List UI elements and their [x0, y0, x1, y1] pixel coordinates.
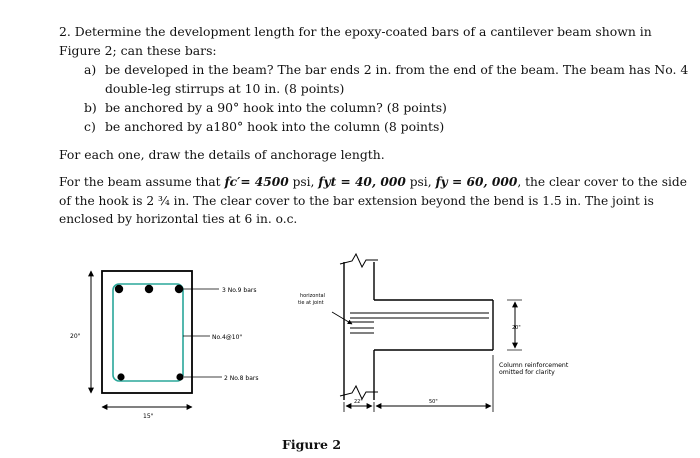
figure-caption: Figure 2 — [282, 437, 342, 452]
psi-unit-2: psi — [409, 175, 428, 189]
assumption-prefix: For the beam assume that — [59, 175, 221, 189]
assumption-suffix: , the clear cover to the side — [517, 175, 687, 189]
elevation-view — [332, 254, 522, 412]
column-break-bottom — [340, 386, 378, 399]
question-line-1: 2. Determine the development length for the epoxy-coated bars of a cantilever beam shown in — [59, 24, 652, 39]
instruction-text: For each one, draw the details of anchorage length. — [59, 147, 385, 162]
item-b-text: be anchored by a 90° hook into the column? (8 points) — [105, 100, 447, 115]
item-a-text-cont: double-leg stirrups at 10 in. (8 points) — [105, 81, 345, 96]
ties-label-2: tie at joint — [298, 300, 324, 306]
assumption-line-1: For the beam assume that fc′= 4500 psi, fyt = 40, 000 psi, fy = 60, 000, the clear cover to the side — [59, 175, 687, 189]
height-label: 20" — [70, 333, 81, 340]
bottom-bar — [117, 373, 124, 380]
depth-label: 20" — [512, 325, 521, 331]
fy-value: fy = 60, 000 — [435, 175, 518, 189]
fc-value: fc′= 4500 — [224, 175, 289, 189]
stirrups-label: No.4@10" — [212, 334, 243, 341]
assumption-line-3: enclosed by horizontal ties at 6 in. o.c. — [59, 212, 298, 226]
top-bar — [115, 285, 123, 293]
bottom-bars-label: 2 No.8 bars — [224, 375, 259, 382]
top-bars-label: 3 No.9 bars — [222, 287, 257, 294]
fyt-value: fyt = 40, 000 — [318, 175, 406, 189]
item-a-text: be developed in the beam? The bar ends 2 in. from the end of the beam. The beam has No. 4 — [105, 62, 689, 77]
note-line-1: Column reinforcement — [499, 362, 569, 369]
item-c-marker: c) — [84, 119, 96, 134]
item-a-marker: a) — [84, 62, 97, 77]
top-bar — [145, 285, 153, 293]
column-width-label: 22" — [354, 399, 363, 405]
width-label: 15" — [143, 413, 154, 420]
question-line-2: Figure 2; can these bars: — [59, 43, 217, 58]
psi-unit-1: psi — [292, 175, 311, 189]
column-break-top — [340, 254, 378, 267]
assumption-line-2: of the hook is 2 ¾ in. The clear cover to the bar extension beyond the bend is 1.5 in. The joint is — [59, 194, 654, 208]
note-line-2: omitted for clarity — [499, 369, 555, 376]
bottom-bar — [176, 373, 183, 380]
stirrup — [113, 284, 183, 381]
top-bar — [175, 285, 183, 293]
beam-length-label: 50" — [429, 399, 438, 405]
item-b-marker: b) — [84, 100, 97, 115]
beam-cross-section — [91, 271, 222, 407]
item-c-text: be anchored by a180° hook into the column (8 points) — [105, 119, 445, 134]
ties-label-1: horizontal — [300, 293, 325, 299]
